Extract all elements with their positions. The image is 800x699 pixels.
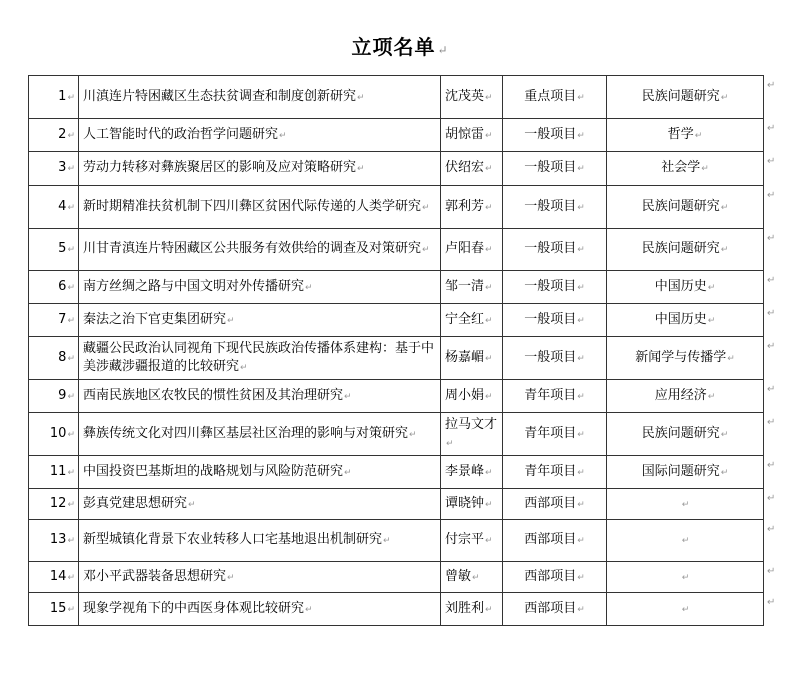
project-discipline-cell [607,229,764,271]
paragraph-mark: ↵ [67,282,75,293]
project-leader: 胡惊雷 [445,126,485,142]
project-discipline-cell [607,456,764,489]
project-leader: 沈茂英 [445,88,485,104]
paragraph-mark: ↵ [485,92,493,103]
project-leader: 周小娟 [445,387,485,403]
paragraph-mark: ↵ [67,604,75,615]
paragraph-mark: ↵ [188,499,196,510]
row-number: 12 [49,495,67,511]
row-number-cell [29,489,79,520]
project-name: 秦法之治下官吏集团研究 [83,311,227,327]
project-name-cell [79,456,441,489]
row-number: 2 [58,126,67,142]
project-type: 青年项目 [524,387,577,403]
paragraph-mark: ↵ [279,130,287,141]
row-number-cell [29,593,79,626]
project-leader: 谭晓钟 [445,495,485,511]
project-leader-cell [441,562,503,593]
project-discipline: 中国历史 [654,311,707,327]
row-number: 14 [49,568,67,584]
paragraph-mark: ↵ [67,245,75,255]
row-number-cell [29,520,79,562]
paragraph-mark: ↵ [67,499,75,510]
project-name-cell [79,229,441,271]
row-number-cell [29,76,79,119]
project-type-cell [503,562,607,593]
row-number: 13 [49,532,67,547]
table-row [29,489,764,520]
project-leader: 付宗平 [445,532,485,547]
project-name-cell [79,304,441,337]
row-number-cell [29,562,79,593]
paragraph-mark: ↵ [577,536,585,546]
project-discipline: 民族问题研究 [641,425,720,441]
paragraph-mark: ↵ [67,202,75,213]
paragraph-mark: ↵ [485,604,493,615]
paragraph-mark: ↵ [577,499,585,510]
table-row [29,271,764,304]
project-name-cell [79,152,441,186]
paragraph-mark: ↵ [720,467,729,478]
row-number-cell [29,413,79,456]
table-row [29,186,764,229]
row-number: 15 [49,600,67,616]
table-row [29,119,764,152]
project-type-cell [503,593,607,626]
paragraph-mark: ↵ [577,282,585,293]
project-discipline: 国际问题研究 [641,463,720,479]
paragraph-mark: ↵ [577,604,585,615]
row-number: 7 [58,311,67,327]
paragraph-mark: ↵ [485,499,493,510]
project-type: 西部项目 [524,600,577,616]
project-discipline: 哲学 [667,126,694,142]
project-discipline-cell [607,76,764,119]
row-end-mark: ↵ [767,596,776,608]
project-discipline: 民族问题研究 [641,88,720,104]
paragraph-mark: ↵ [344,467,352,478]
row-number-cell [29,229,79,271]
paragraph-mark: ↵ [485,245,493,255]
paragraph-mark: ↵ [305,604,313,615]
project-type-cell [503,337,607,380]
paragraph-mark: ↵ [720,429,729,440]
row-number: 10 [49,425,67,441]
paragraph-mark: ↵ [485,536,493,546]
project-type-cell [503,119,607,152]
project-leader-cell [441,489,503,520]
project-leader: 拉马文才 [445,416,498,432]
paragraph-mark: ↵ [227,572,235,583]
paragraph-mark: ↵ [305,282,313,293]
table-row [29,520,764,562]
paragraph-mark: ↵ [577,353,585,364]
row-number: 1 [58,88,67,104]
table-row [29,413,764,456]
project-leader: 曾敏 [445,568,472,584]
project-name: 川滇连片特困藏区生态扶贫调查和制度创新研究 [83,88,357,104]
row-end-mark: ↵ [767,307,776,319]
project-name: 彝族传统文化对四川彝区基层社区治理的影响与对策研究 [83,425,409,441]
project-name: 川甘青滇连片特困藏区公共服务有效供给的调查及对策研究 [83,241,422,256]
project-type: 一般项目 [524,241,577,256]
project-discipline-cell [607,186,764,229]
project-discipline-cell [607,152,764,186]
paragraph-mark: ↵ [240,362,248,373]
project-leader-cell [441,304,503,337]
row-number-cell [29,456,79,489]
table-row [29,152,764,186]
row-number: 8 [58,349,67,365]
paragraph-mark: ↵ [577,315,585,326]
row-end-mark: ↵ [767,79,776,91]
project-leader: 杨嘉嵋 [445,349,485,365]
page-title: 立项名单 ↵ [351,35,449,59]
row-number-cell [29,304,79,337]
project-name-cell [79,520,441,562]
paragraph-mark: ↵ [577,92,585,103]
row-number-cell [29,152,79,186]
paragraph-mark: ↵ [577,202,585,213]
row-number-cell [29,271,79,304]
paragraph-mark: ↵ [485,467,493,478]
paragraph-mark: ↵ [485,353,493,364]
paragraph-mark: ↵ [357,92,365,103]
project-type: 一般项目 [524,349,577,365]
project-discipline-cell [607,380,764,413]
paragraph-mark: ↵ [472,572,480,583]
project-discipline-cell [607,337,764,380]
project-leader: 郭利芳 [445,198,485,214]
project-name: 人工智能时代的政治哲学问题研究 [83,126,279,142]
row-end-mark: ↵ [767,274,776,286]
project-name-cell [79,186,441,229]
project-type: 西部项目 [524,495,577,511]
project-name-cell [79,337,441,380]
project-name: 彭真党建思想研究 [83,495,188,511]
project-name: 新时期精准扶贫机制下四川彝区贫困代际传递的人类学研究 [83,198,422,214]
table-row [29,337,764,380]
paragraph-mark: ↵ [485,282,493,293]
paragraph-mark: ↵ [720,202,729,213]
project-type-cell [503,380,607,413]
paragraph-mark: ↵ [577,429,585,440]
project-leader-cell [441,337,503,380]
project-type-cell [503,271,607,304]
row-end-mark: ↵ [767,523,776,535]
project-leader: 刘胜利 [445,600,485,616]
project-name: 邓小平武器装备思想研究 [83,568,227,584]
project-name-cell [79,593,441,626]
project-type-cell [503,76,607,119]
paragraph-mark: ↵ [485,130,493,141]
paragraph-mark: ↵ [67,467,75,478]
table-row [29,76,764,119]
project-name: 劳动力转移对彝族聚居区的影响及应对策略研究 [83,160,357,175]
project-type-cell [503,413,607,456]
row-number-cell [29,119,79,152]
table-row [29,456,764,489]
row-end-mark: ↵ [767,340,776,352]
project-type-cell [503,186,607,229]
row-end-mark: ↵ [767,122,776,134]
paragraph-mark: ↵ [485,315,493,326]
project-type: 西部项目 [524,532,577,547]
row-number-cell [29,186,79,229]
project-name-cell [79,119,441,152]
project-leader-cell [441,380,503,413]
paragraph-mark: ↵ [720,245,729,255]
paragraph-mark: ↵ [357,164,365,174]
paragraph-mark: ↵ [577,467,585,478]
paragraph-mark: ↵ [67,130,75,141]
paragraph-mark: ↵ [67,92,75,103]
paragraph-mark: ↵ [227,315,235,326]
project-type-cell [503,152,607,186]
project-type: 重点项目 [524,88,577,104]
paragraph-mark: ↵ [485,391,493,402]
project-type: 一般项目 [524,311,577,327]
project-leader-cell [441,119,503,152]
paragraph-mark: ↵ [577,391,585,402]
paragraph-mark: ↵ [681,572,690,583]
paragraph-mark: ↵ [577,572,585,583]
paragraph-mark: ↵ [727,353,735,364]
paragraph-mark: ↵ [67,429,75,440]
paragraph-mark: ↵ [67,315,75,326]
project-discipline: 新闻学与传播学 [635,349,727,365]
project-discipline-cell [607,562,764,593]
project-discipline: 民族问题研究 [641,241,720,256]
project-discipline: 应用经济 [654,387,707,403]
paragraph-mark: ↵ [344,391,352,402]
project-discipline-cell [607,593,764,626]
paragraph-mark: ↵ [681,536,690,546]
project-type: 一般项目 [524,278,577,294]
paragraph-mark: ↵ [422,202,430,213]
project-discipline-cell [607,119,764,152]
paragraph-mark: ↵ [67,536,75,546]
project-table [28,75,764,626]
paragraph-mark: ↵ [720,92,729,103]
project-leader: 宁全红 [445,311,485,327]
paragraph-mark: ↵ [446,438,454,449]
project-name: 藏疆公民政治认同视角下现代民族政治传播体系建构：基于中美涉藏涉疆报道的比较研究 [83,340,435,374]
row-end-mark: ↵ [767,155,776,167]
paragraph-mark: ↵ [409,429,417,440]
project-type: 一般项目 [524,126,577,142]
paragraph-mark: ↵ [422,245,430,255]
project-type: 西部项目 [524,568,577,584]
row-number: 6 [58,278,67,294]
project-type: 青年项目 [524,425,577,441]
table-row [29,380,764,413]
project-type-cell [503,489,607,520]
project-name: 新型城镇化背景下农业转移人口宅基地退出机制研究 [83,532,383,547]
project-name-cell [79,380,441,413]
paragraph-mark: ↵ [707,391,716,402]
project-leader: 李景峰 [445,463,485,479]
paragraph-mark: ↵ [577,164,585,174]
paragraph-mark: ↵ [67,353,75,364]
paragraph-mark: ↵ [437,43,449,57]
row-number-cell [29,337,79,380]
project-leader: 卢阳春 [445,241,485,256]
paragraph-mark: ↵ [707,315,716,326]
paragraph-mark: ↵ [681,499,690,510]
row-end-mark: ↵ [767,189,776,201]
row-number: 9 [58,387,67,403]
project-discipline-cell [607,304,764,337]
project-name-cell [79,489,441,520]
project-leader-cell [441,76,503,119]
project-leader-cell [441,271,503,304]
table-row [29,593,764,626]
project-name-cell [79,562,441,593]
table-row [29,304,764,337]
project-type-cell [503,456,607,489]
paragraph-mark: ↵ [694,130,703,141]
project-name-cell [79,413,441,456]
project-discipline: 民族问题研究 [641,198,720,214]
paragraph-mark: ↵ [707,282,716,293]
paragraph-mark: ↵ [67,572,75,583]
project-name-cell [79,76,441,119]
project-leader-cell [441,186,503,229]
row-number-cell [29,380,79,413]
project-name: 西南民族地区农牧民的惯性贫困及其治理研究 [83,387,344,403]
project-discipline-cell [607,413,764,456]
project-leader-cell [441,229,503,271]
paragraph-mark: ↵ [577,245,585,255]
project-type: 青年项目 [524,463,577,479]
project-type: 一般项目 [524,198,577,214]
project-leader-cell [441,413,503,456]
project-discipline: 社会学 [661,160,701,175]
project-discipline-cell [607,489,764,520]
paragraph-mark: ↵ [701,164,709,174]
project-leader-cell [441,520,503,562]
project-type-cell [503,229,607,271]
row-number: 11 [49,463,67,479]
row-end-mark: ↵ [767,232,776,244]
paragraph-mark: ↵ [67,164,75,174]
row-end-mark: ↵ [767,383,776,395]
project-name: 现象学视角下的中西医身体观比较研究 [83,600,305,616]
project-discipline-cell [607,271,764,304]
project-type-cell [503,520,607,562]
paragraph-mark: ↵ [67,391,75,402]
project-leader-cell [441,456,503,489]
project-discipline: 中国历史 [654,278,707,294]
project-leader: 伏绍宏 [445,160,485,175]
project-discipline-cell [607,520,764,562]
paragraph-mark: ↵ [577,130,585,141]
paragraph-mark: ↵ [383,536,391,546]
table-row [29,229,764,271]
project-name-cell [79,271,441,304]
project-leader-cell [441,152,503,186]
row-end-mark: ↵ [767,565,776,577]
project-name: 南方丝绸之路与中国文明对外传播研究 [83,278,305,294]
row-end-mark: ↵ [767,492,776,504]
paragraph-mark: ↵ [681,604,690,615]
paragraph-mark: ↵ [485,202,493,213]
row-end-mark: ↵ [767,416,776,428]
project-leader-cell [441,593,503,626]
project-type-cell [503,304,607,337]
project-type: 一般项目 [524,160,577,175]
row-number: 4 [58,198,67,214]
table-row [29,562,764,593]
row-number: 3 [58,160,67,175]
row-number: 5 [58,241,67,256]
row-end-mark: ↵ [767,459,776,471]
project-leader: 邹一清 [445,278,485,294]
paragraph-mark: ↵ [485,164,493,174]
project-name: 中国投资巴基斯坦的战略规划与风险防范研究 [83,463,344,479]
